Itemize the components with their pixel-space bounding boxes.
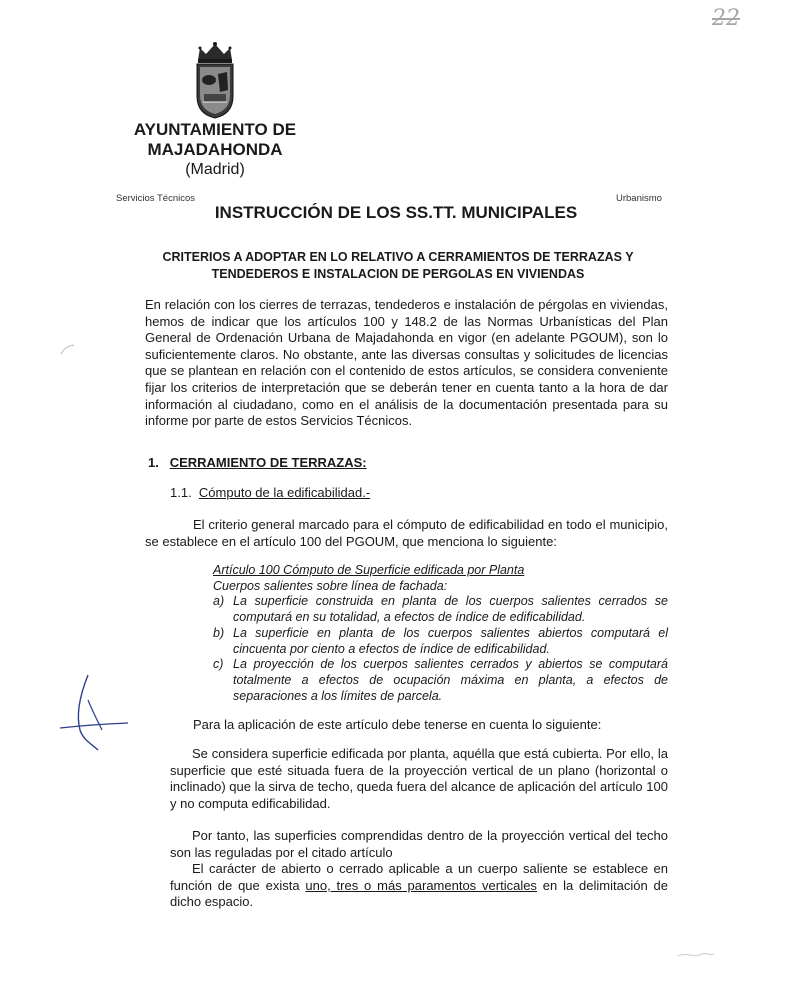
portanto-paragraph: [170, 828, 668, 911]
section-heading: [148, 455, 367, 470]
quote-title: Artículo 100 Cómputo de Superficie edificada por Planta: [213, 563, 525, 577]
document-title: INSTRUCCIÓN DE LOS SS.TT. MUNICIPALES: [214, 203, 578, 222]
article-quote: [213, 563, 668, 704]
criterio-paragraph: [145, 517, 668, 550]
faint-stamp-mark: [676, 948, 716, 962]
superficie-paragraph: [170, 746, 668, 812]
quote-item-text: La superficie en planta de los cuerpos salientes abiertos computará el cincuenta por ciento a efectos de índice de edificabilidad.: [233, 625, 668, 656]
quote-item-text: La superficie construida en planta de los cuerpos salientes cerrados se computará en su totalidad, a efectos de índice de edificabilidad.: [233, 594, 668, 625]
subsection-number: 1.1.: [170, 485, 192, 500]
department-left: Servicios Técnicos: [116, 193, 196, 204]
aplicacion-paragraph: Para la aplicación de este artículo debe tenerse en cuenta lo siguiente:: [193, 717, 602, 732]
quote-item: [213, 657, 668, 704]
margin-mark: [58, 340, 78, 360]
document-subtitle: CRITERIOS A ADOPTAR EN LO RELATIVO A CERRAMIENTOS DE TERRAZAS Y TENDEDEROS E INSTALACION DE PERGOLAS EN VIVIENDAS: [162, 250, 634, 281]
caracter-text-b: en la delimitación de dicho espacio.: [170, 877, 668, 910]
org-name-line1: AYUNTAMIENTO DE: [133, 120, 297, 139]
section-title: CERRAMIENTO DE TERRAZAS:: [169, 455, 367, 470]
organization-header: [100, 120, 330, 180]
handwritten-initials-mark: [58, 670, 138, 760]
subsection-title: Cómputo de la edificabilidad.-: [198, 485, 371, 500]
caracter-text-a: El carácter de abierto o cerrado aplicable a un cuerpo saliente se establece en función de que exista: [170, 861, 668, 893]
quote-item-label: b): [213, 625, 225, 640]
caracter-text-underlined: uno, tres o más paramentos verticales: [305, 877, 537, 893]
criterio-text: El criterio general marcado para el cómputo de edificabilidad en todo el municipio, se establece en el artículo 100 del PGOUM, que menciona lo siguiente:: [145, 517, 668, 549]
quote-item-label: c): [213, 657, 224, 672]
quote-item: [213, 626, 668, 657]
portanto-text: Por tanto, las superficies comprendidas dentro de la proyección vertical del techo son las reguladas por el citado artículo: [170, 828, 668, 860]
section-number: 1.: [148, 455, 159, 470]
coat-of-arms-logo: [190, 40, 240, 120]
org-province: (Madrid): [185, 161, 245, 178]
quote-list: [213, 594, 668, 704]
superficie-text: Se considera superficie edificada por planta, aquélla que está cubierta. Por ello, la superficie que esté situada fuera de la proyección vertical de un plano (horizontal o inclinado) que la sirva de techo, queda fuera del alcance de aplicación del artículo 100 y no computa edificabilidad.: [170, 746, 668, 811]
quote-item-text: La proyección de los cuerpos salientes cerrados y abiertos se computará totalmente a efectos de ocupación máxima en planta, a efectos de separaciones a los límites de parcela.: [233, 657, 668, 703]
quote-subtitle: Cuerpos salientes sobre línea de fachada:: [213, 578, 448, 593]
quote-item: [213, 594, 668, 625]
intro-paragraph: En relación con los cierres de terrazas, tendederos e instalación de pérgolas en viviendas, hemos de indicar que los artículos 100 y 148.2 de las Normas Urbanísticas del Plan General de Ordenación Urbana de Majadahonda en vigor (en adelante PGOUM), son lo suficientemente claros. No obstante, ante las diversas consultas y solicitudes de licencias que se plantean en relación con el contenido de estos artículos, se considera conveniente fijar los criterios de interpretación que se deberán tener en cuenta tanto a la hora de dar información al ciudadano, como en el análisis de la documentación presentada para su informe por parte de estos Servicios Técnicos.: [145, 297, 668, 429]
page-number-mark: 22: [712, 6, 740, 31]
quote-item-label: a): [213, 594, 225, 609]
subsection-heading: [170, 485, 370, 500]
department-right: Urbanismo: [616, 193, 662, 204]
org-name-line2: MAJADAHONDA: [147, 140, 283, 159]
